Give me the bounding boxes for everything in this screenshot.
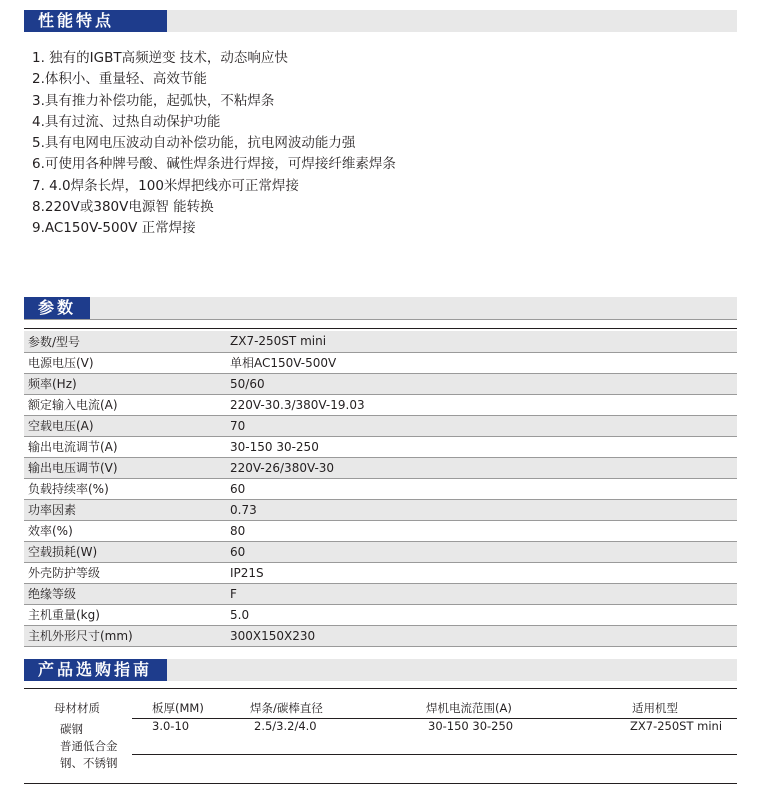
params-top-rule-thick [24, 328, 737, 329]
guide-table [24, 684, 737, 784]
param-label: 输出电流调节(A) [24, 436, 228, 457]
param-label: 额定输入电流(A) [24, 394, 228, 415]
params-table [24, 331, 737, 647]
table-row [24, 604, 737, 625]
guide-thickness-value: 3.0-10 [152, 719, 190, 733]
table-row [24, 352, 737, 373]
param-value: 220V-30.3/380V-19.03 [228, 394, 737, 415]
feature-item: 6.可使用各种牌号酸、碱性焊条进行焊接，可焊接纤维素焊条 [32, 156, 396, 173]
param-value: IP21S [228, 562, 737, 583]
guide-header-electrode: 焊条/碳棒直径 [250, 701, 323, 715]
guide-current-value: 30-150 30-250 [428, 719, 514, 733]
feature-item: 9.AC150V-500V 正常焊接 [32, 220, 196, 237]
param-value: 70 [228, 415, 737, 436]
param-label: 绝缘等级 [24, 583, 228, 604]
param-label: 参数/型号 [24, 331, 228, 352]
features-section-title: 性能特点 [24, 10, 167, 32]
guide-row-rule [132, 754, 737, 755]
features-list [32, 48, 396, 240]
param-value: 50/60 [228, 373, 737, 394]
param-value: 单相AC150V-500V [228, 352, 737, 373]
param-label: 电源电压(V) [24, 352, 228, 373]
table-row [24, 373, 737, 394]
params-top-rule [24, 319, 737, 320]
guide-header-thickness: 板厚(MM) [152, 701, 204, 715]
guide-header-material: 母材材质 [54, 701, 100, 715]
params-section-title: 参数 [24, 297, 90, 319]
param-value: 60 [228, 478, 737, 499]
guide-model-value: ZX7-250ST mini [630, 719, 723, 733]
param-label: 外壳防护等级 [24, 562, 228, 583]
param-label: 输出电压调节(V) [24, 457, 228, 478]
table-row [24, 541, 737, 562]
table-row [24, 520, 737, 541]
param-label: 主机重量(kg) [24, 604, 228, 625]
guide-material: 钢、不锈钢 [60, 756, 118, 770]
param-label: 空载损耗(W) [24, 541, 228, 562]
features-section-bar [24, 10, 737, 32]
param-value: 60 [228, 541, 737, 562]
param-value: F [228, 583, 737, 604]
guide-top-rule [24, 688, 737, 689]
guide-section-title: 产品选购指南 [24, 659, 167, 681]
param-label: 频率(Hz) [24, 373, 228, 394]
feature-item: 1. 独有的IGBT高频逆变 技术，动态响应快 [32, 50, 288, 66]
param-label: 主机外形尺寸(mm) [24, 625, 228, 646]
param-value: 5.0 [228, 604, 737, 625]
feature-item: 5.具有电网电压波动自动补偿功能，抗电网波动能力强 [32, 135, 356, 152]
feature-item: 7. 4.0焊条长焊，100米焊把线亦可正常焊接 [32, 177, 299, 194]
guide-header-current: 焊机电流范围(A) [426, 701, 512, 715]
table-row [24, 457, 737, 478]
param-label: 功率因素 [24, 499, 228, 520]
param-value: 300X150X230 [228, 625, 737, 646]
table-row [24, 436, 737, 457]
guide-material: 碳钢 [60, 722, 83, 736]
feature-item: 4.具有过流、过热自动保护功能 [32, 113, 221, 130]
feature-item: 2.体积小、重量轻、高效节能 [32, 71, 207, 88]
guide-material: 普通低合金 [60, 739, 118, 753]
param-label: 效率(%) [24, 520, 228, 541]
guide-bottom-rule [24, 783, 737, 784]
table-row [24, 583, 737, 604]
table-row [24, 499, 737, 520]
param-value: 220V-26/380V-30 [228, 457, 737, 478]
table-row [24, 562, 737, 583]
feature-item: 8.220V或380V电源智 能转换 [32, 199, 214, 216]
feature-item: 3.具有推力补偿功能，起弧快，不粘焊条 [32, 92, 275, 109]
table-row [24, 394, 737, 415]
param-value: ZX7-250ST mini [228, 331, 737, 352]
table-row [24, 625, 737, 646]
param-label: 空载电压(A) [24, 415, 228, 436]
guide-section-bar [24, 659, 737, 681]
guide-header-model: 适用机型 [632, 701, 678, 715]
param-value: 30-150 30-250 [228, 436, 737, 457]
param-value: 0.73 [228, 499, 737, 520]
table-row [24, 478, 737, 499]
params-section-bar [24, 297, 737, 319]
param-value: 80 [228, 520, 737, 541]
param-label: 负载持续率(%) [24, 478, 228, 499]
table-row [24, 331, 737, 352]
guide-electrode-value: 2.5/3.2/4.0 [254, 719, 317, 733]
table-row [24, 415, 737, 436]
